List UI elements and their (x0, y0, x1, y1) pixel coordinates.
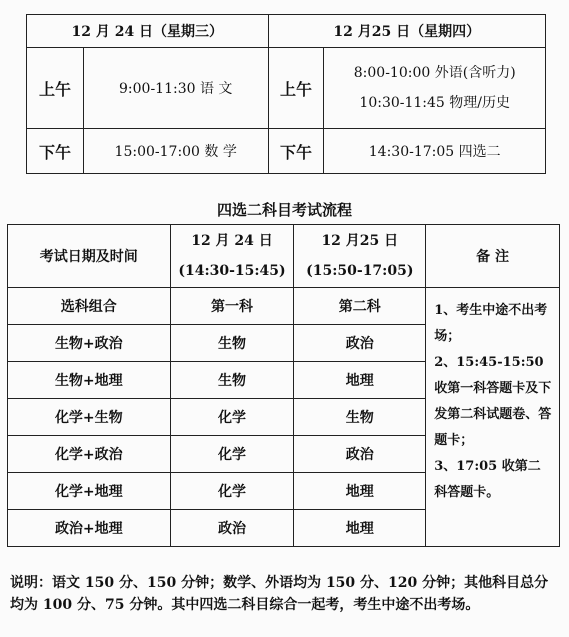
schedule-header-row (27, 15, 546, 48)
combo-cell: 政治+地理 (8, 510, 171, 547)
notes-header: 备 注 (426, 225, 560, 288)
second-subject-cell: 政治 (294, 436, 426, 473)
afternoon-label-day2: 下午 (268, 129, 324, 174)
exam-schedule-table (26, 14, 546, 174)
flow-header-row (8, 225, 560, 288)
afternoon-label: 下午 (27, 129, 84, 174)
subheader-row (8, 288, 560, 325)
day1-morning-exam: 9:00-11:30 语 文 (83, 48, 268, 129)
date-time-label: 考试日期及时间 (8, 225, 171, 288)
day1-header: 12 月 24 日（星期三） (27, 15, 269, 48)
combo-cell: 化学+地理 (8, 473, 171, 510)
note-1: 1、考生中途不出考场； (434, 303, 548, 344)
notes-cell (426, 288, 560, 547)
flow-day1-date: 12 月 24 日 (191, 233, 273, 249)
exam-flow-table (7, 224, 560, 547)
flow-title: 四选二科目考试流程 (216, 201, 352, 219)
morning-label-day2: 上午 (268, 48, 324, 129)
morning-row (27, 48, 546, 129)
second-subject-cell: 生物 (294, 399, 426, 436)
first-subject-header: 第一科 (170, 288, 294, 325)
combo-cell: 化学+生物 (8, 399, 171, 436)
first-subject-cell: 化学 (170, 399, 294, 436)
second-subject-cell: 地理 (294, 362, 426, 399)
second-subject-cell: 地理 (294, 473, 426, 510)
day2-header: 12 月25 日（星期四） (268, 15, 545, 48)
day2-afternoon-exam: 14:30-17:05 四选二 (324, 129, 546, 174)
first-subject-cell: 化学 (170, 473, 294, 510)
first-subject-cell: 生物 (170, 362, 294, 399)
flow-day1-header (170, 225, 294, 288)
day1-afternoon-exam: 15:00-17:00 数 学 (83, 129, 268, 174)
note-3: 3、17:05 收第二科答题卡。 (434, 459, 541, 500)
footnote: 说明：语文 150 分、150 分钟；数学、外语均为 150 分、120 分钟；其他科目总分均为 100 分、75 分钟。其中四选二科目综合一起考，考生中途不出考场。 (10, 575, 549, 613)
flow-day2-date: 12 月25 日 (321, 233, 399, 249)
morning-label: 上午 (27, 48, 84, 129)
first-subject-cell: 政治 (170, 510, 294, 547)
note-2: 2、15:45-15:50 收第一科答题卡及下发第二科试题卷、答题卡； (434, 355, 552, 448)
flow-day2-time: (15:50-17:05) (306, 263, 414, 279)
second-subject-header: 第二科 (294, 288, 426, 325)
afternoon-row (27, 129, 546, 174)
combo-cell: 生物+地理 (8, 362, 171, 399)
first-subject-cell: 化学 (170, 436, 294, 473)
day2-morning-exam-1: 8:00-10:00 外语(含听力) (353, 65, 516, 81)
combo-header: 选科组合 (8, 288, 171, 325)
flow-day2-header (294, 225, 426, 288)
second-subject-cell: 地理 (294, 510, 426, 547)
day2-morning-exams (324, 48, 546, 129)
combo-cell: 化学+政治 (8, 436, 171, 473)
second-subject-cell: 政治 (294, 325, 426, 362)
combo-cell: 生物+政治 (8, 325, 171, 362)
flow-day1-time: (14:30-15:45) (178, 263, 286, 279)
day2-morning-exam-2: 10:30-11:45 物理/历史 (359, 95, 510, 111)
first-subject-cell: 生物 (170, 325, 294, 362)
